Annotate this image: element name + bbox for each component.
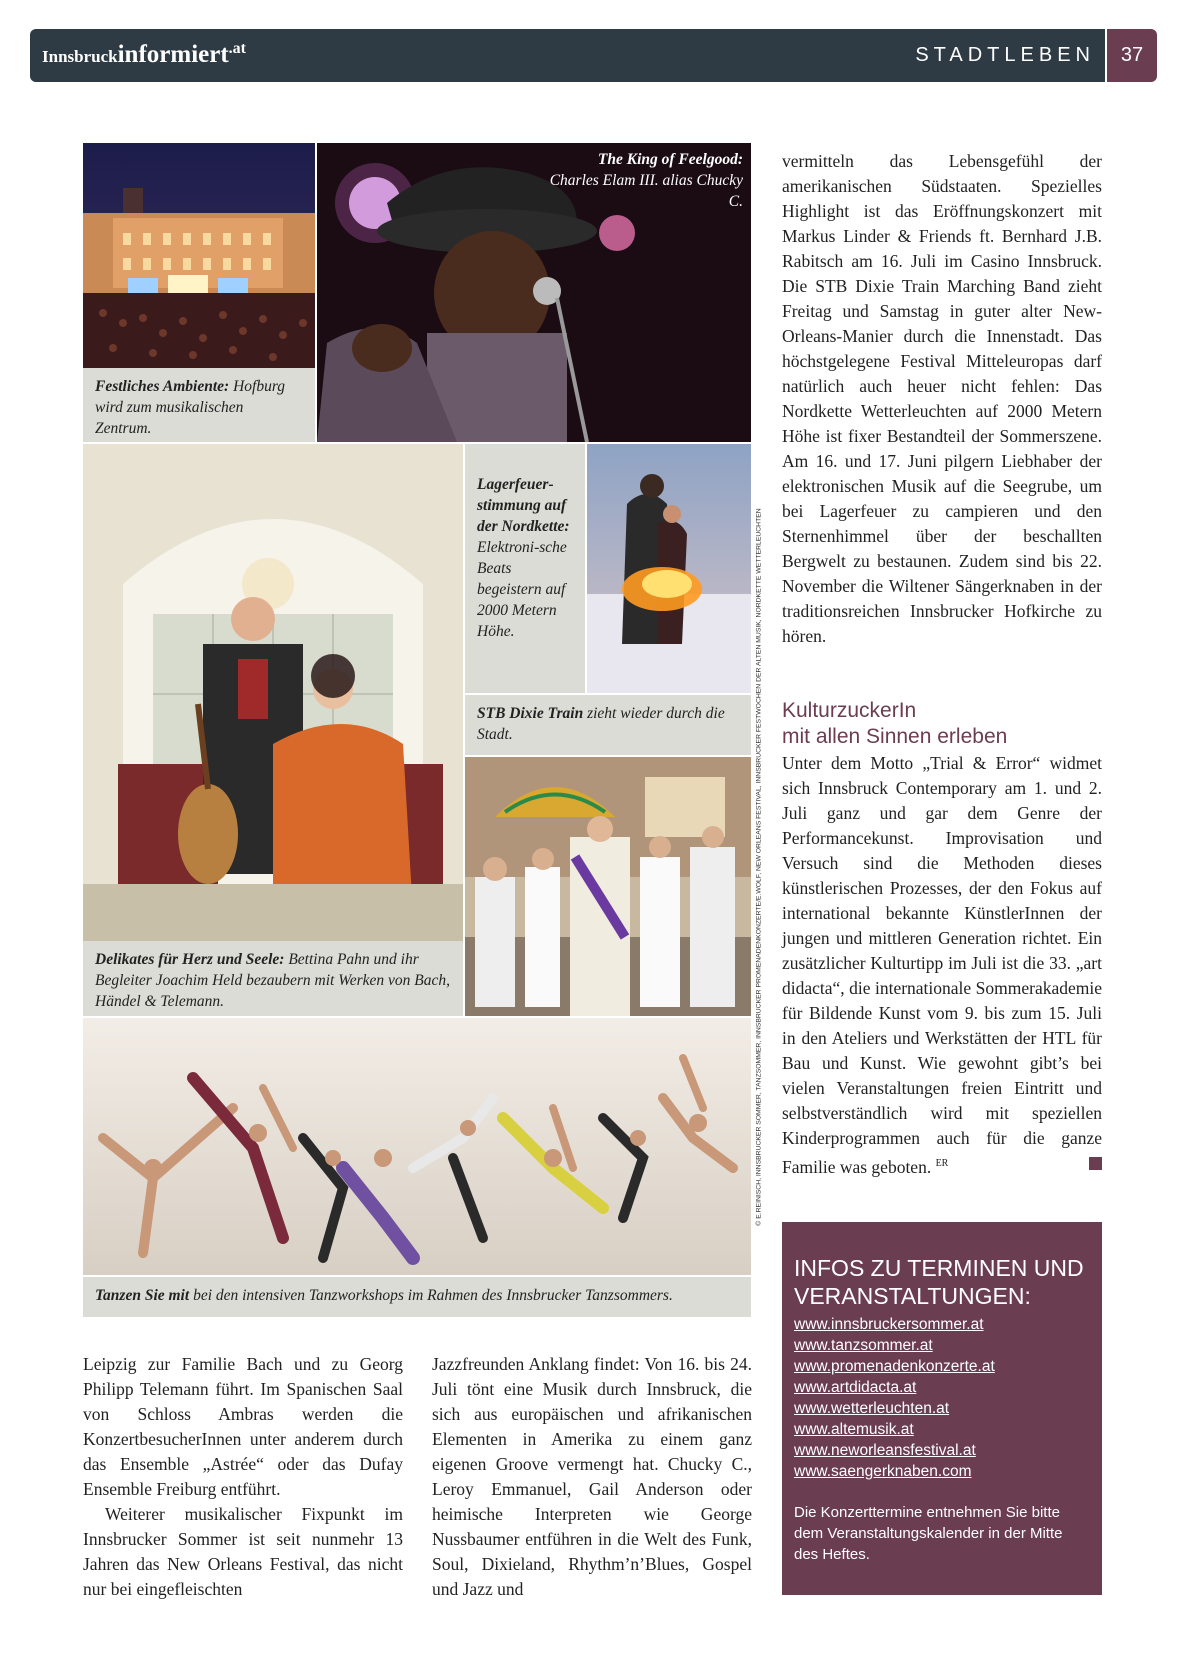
brand-logo (42, 40, 246, 69)
caption-delikates (83, 941, 463, 1016)
caption-king-bold: The King of Feelgood: (597, 151, 743, 168)
paragraph: vermitteln das Lebensgefühl der amerikanischen Südstaaten. Spezielles Highlight ist das Eröffnungskonzert mit Markus Linder & Friends ft. Bernhard J.B. Rabitsch am 16. Juli im Casino Innsbruck. Die STB Dixie Train Marching Band zieht Freitag und Samstag in guter alter New-Orleans-Manier durch die Innenstadt. Das höchstgelegene Festival Mitteleuropas darf natürlich auch heuer nicht fehlen: Das Nordkette Wetterleuchten auf 2000 Metern Höhe ist fixer Bestandteil der Sommerszene. Am 16. und 17. Juni pilgern Liebhaber der elektronischen Musik auf die Seegrube, um bei Lagerfeuer zu campieren und den Sternenhimmel über der beschallten Bergwelt zu bestaunen. Zudem sind bis 22. November die Wiltener Sängerknaben in der traditionsreichen Innsbrucker Hofkirche zu hören. (782, 151, 1102, 646)
caption-hofburg-text: Hofburg wird zum musikalischen Zentrum. (95, 378, 286, 437)
caption-nordkette-bold: Lagerfeuer-stimmung auf der Nordkette: (477, 476, 570, 535)
subheading-line-2: mit allen Sinnen erleben (782, 725, 1008, 748)
author-initials: ER (935, 1158, 949, 1169)
page-number: 37 (1107, 29, 1157, 82)
caption-dixie-bold: STB Dixie Train (477, 705, 584, 722)
paragraph-text: Unter dem Motto „Trial & Error“ widmet sich Innsbruck Contemporary am 1. und 2. Juli ganz und gar dem Genre der Performancekunst. Improvisation und Versuch sind die Methoden dieses künstlerischen Prozesses, der den Fokus auf international bekannte KünstlerInnen der jungen und mittleren Generation richtet. Ein zusätzlicher Kulturtipp im Juli ist die 33. „art didacta“, die internationale Sommerakademie für Bildende Kunst vom 9. bis zum 15. Juli in den Ateliers und Werkstätten der HTL für Bau und Kunst. Wie gewohnt gibt’s bei vielen Veranstaltungen freien Eintritt und selbstverständlich wird mit speziellen Kinderprogrammen auch für die ganze Familie was geboten. (782, 753, 1102, 1177)
link-artdidacta[interactable]: www.artdidacta.at (794, 1379, 917, 1396)
caption-dixie-text: zieht wieder durch die Stadt. (477, 705, 725, 743)
caption-king-text: Charles Elam III. alias Chucky C. (549, 172, 743, 210)
paragraph (782, 751, 1102, 1180)
body-column-right-bottom (782, 751, 1102, 1180)
caption-nordkette-text: Elektroni-sche Beats begeistern auf 2000 Metern Höhe. (477, 539, 567, 640)
paragraph: Weiterer musikalischer Fixpunkt im Innsbrucker Sommer ist seit nunmehr 13 Jahren das New Orleans Festival, das nicht nur bei eingefleischten (83, 1504, 403, 1599)
link-neworleansfestival[interactable]: www.neworleansfestival.at (794, 1442, 976, 1459)
caption-delikates-text: Bettina Pahn und ihr Begleiter Joachim Held bezaubern mit Werken von Bach, Händel & Telemann. (95, 951, 450, 1010)
brand-big: informiert (117, 41, 229, 68)
caption-tanz-text: bei den intensiven Tanzworkshops im Rahmen des Innsbrucker Tanzsommers. (189, 1287, 673, 1304)
paragraph: Leipzig zur Familie Bach und zu Georg Philipp Telemann führt. Im Spanischen Saal von Schloss Ambras werden die KonzertbesucherInnen unter anderem durch das Ensemble „Astrée“ oder das Dufay Ensemble Freiburg entführt. (83, 1354, 403, 1499)
photo-dixie-train (465, 757, 751, 1016)
photo-delikates (83, 444, 463, 941)
body-column-middle (432, 1352, 752, 1602)
subheading (782, 698, 1102, 750)
caption-nordkette (465, 444, 585, 693)
photo-hofburg (83, 143, 315, 368)
page-header (30, 29, 1105, 82)
brand-small: Innsbruck (42, 47, 118, 66)
brand-suffix: .at (228, 40, 246, 57)
caption-delikates-bold: Delikates für Herz und Seele: (95, 951, 285, 968)
info-box (782, 1222, 1102, 1595)
paragraph: Jazzfreunden Anklang findet: Von 16. bis 24. Juli tönt eine Musik durch Innsbruck, die sich aus europäischen und afrikanischen Elementen in Amerika zu einem ganz eigenen Groove vermengt hat. Chucky C., Leroy Emmanuel, Gail Anderson oder heimische Interpreten wie George Nussbaumer entführen in die Welt des Funk, Soul, Dixieland, Rhythm’n’Blues, Gospel und Jazz und (432, 1354, 752, 1599)
caption-king (543, 149, 743, 212)
caption-dixie (465, 695, 751, 755)
link-innsbruckersommer[interactable]: www.innsbruckersommer.at (794, 1316, 984, 1333)
photo-nordkette (587, 444, 751, 693)
photo-tanzsommer (83, 1018, 751, 1275)
info-box-note: Die Konzerttermine entnehmen Sie bitte dem Veranstaltungskalender in der Mitte des Heftes. (794, 1504, 1063, 1563)
photo-credit-text: © E.REINISCH, INNSBRUCKER SOMMER, TANZSOMMER, INNSBRUCKER PROMENADENKONZERTE/E.WOLF, NEW ORLEANS FESTIVAL, INNSBRUCKER FESTWOCHEN DER ALTEN MUSIK, NORDKETTE WETTERLEUCHTEN (755, 508, 763, 1226)
link-tanzsommer[interactable]: www.tanzsommer.at (794, 1337, 933, 1354)
caption-tanz-bold: Tanzen Sie mit (95, 1287, 190, 1304)
body-column-left (83, 1352, 403, 1602)
caption-hofburg-bold: Festliches Ambiente: (95, 378, 230, 395)
section-title: STADTLEBEN (915, 44, 1095, 66)
link-altemusik[interactable]: www.altemusik.at (794, 1421, 914, 1438)
photo-king-of-feelgood (317, 143, 751, 442)
caption-hofburg (83, 368, 315, 442)
caption-tanz (83, 1277, 751, 1317)
link-wetterleuchten[interactable]: www.wetterleuchten.at (794, 1400, 950, 1417)
photo-credit (752, 444, 766, 1290)
subheading-line-1: KulturzuckerIn (782, 699, 917, 722)
link-saengerknaben[interactable]: www.saengerknaben.com (794, 1463, 972, 1480)
info-box-heading: INFOS ZU TERMINEN UND VERANSTALTUNGEN: (794, 1255, 1084, 1309)
body-column-right-top (782, 149, 1102, 649)
link-promenadenkonzerte[interactable]: www.promenadenkonzerte.at (794, 1358, 995, 1375)
end-mark-icon (1089, 1157, 1102, 1170)
